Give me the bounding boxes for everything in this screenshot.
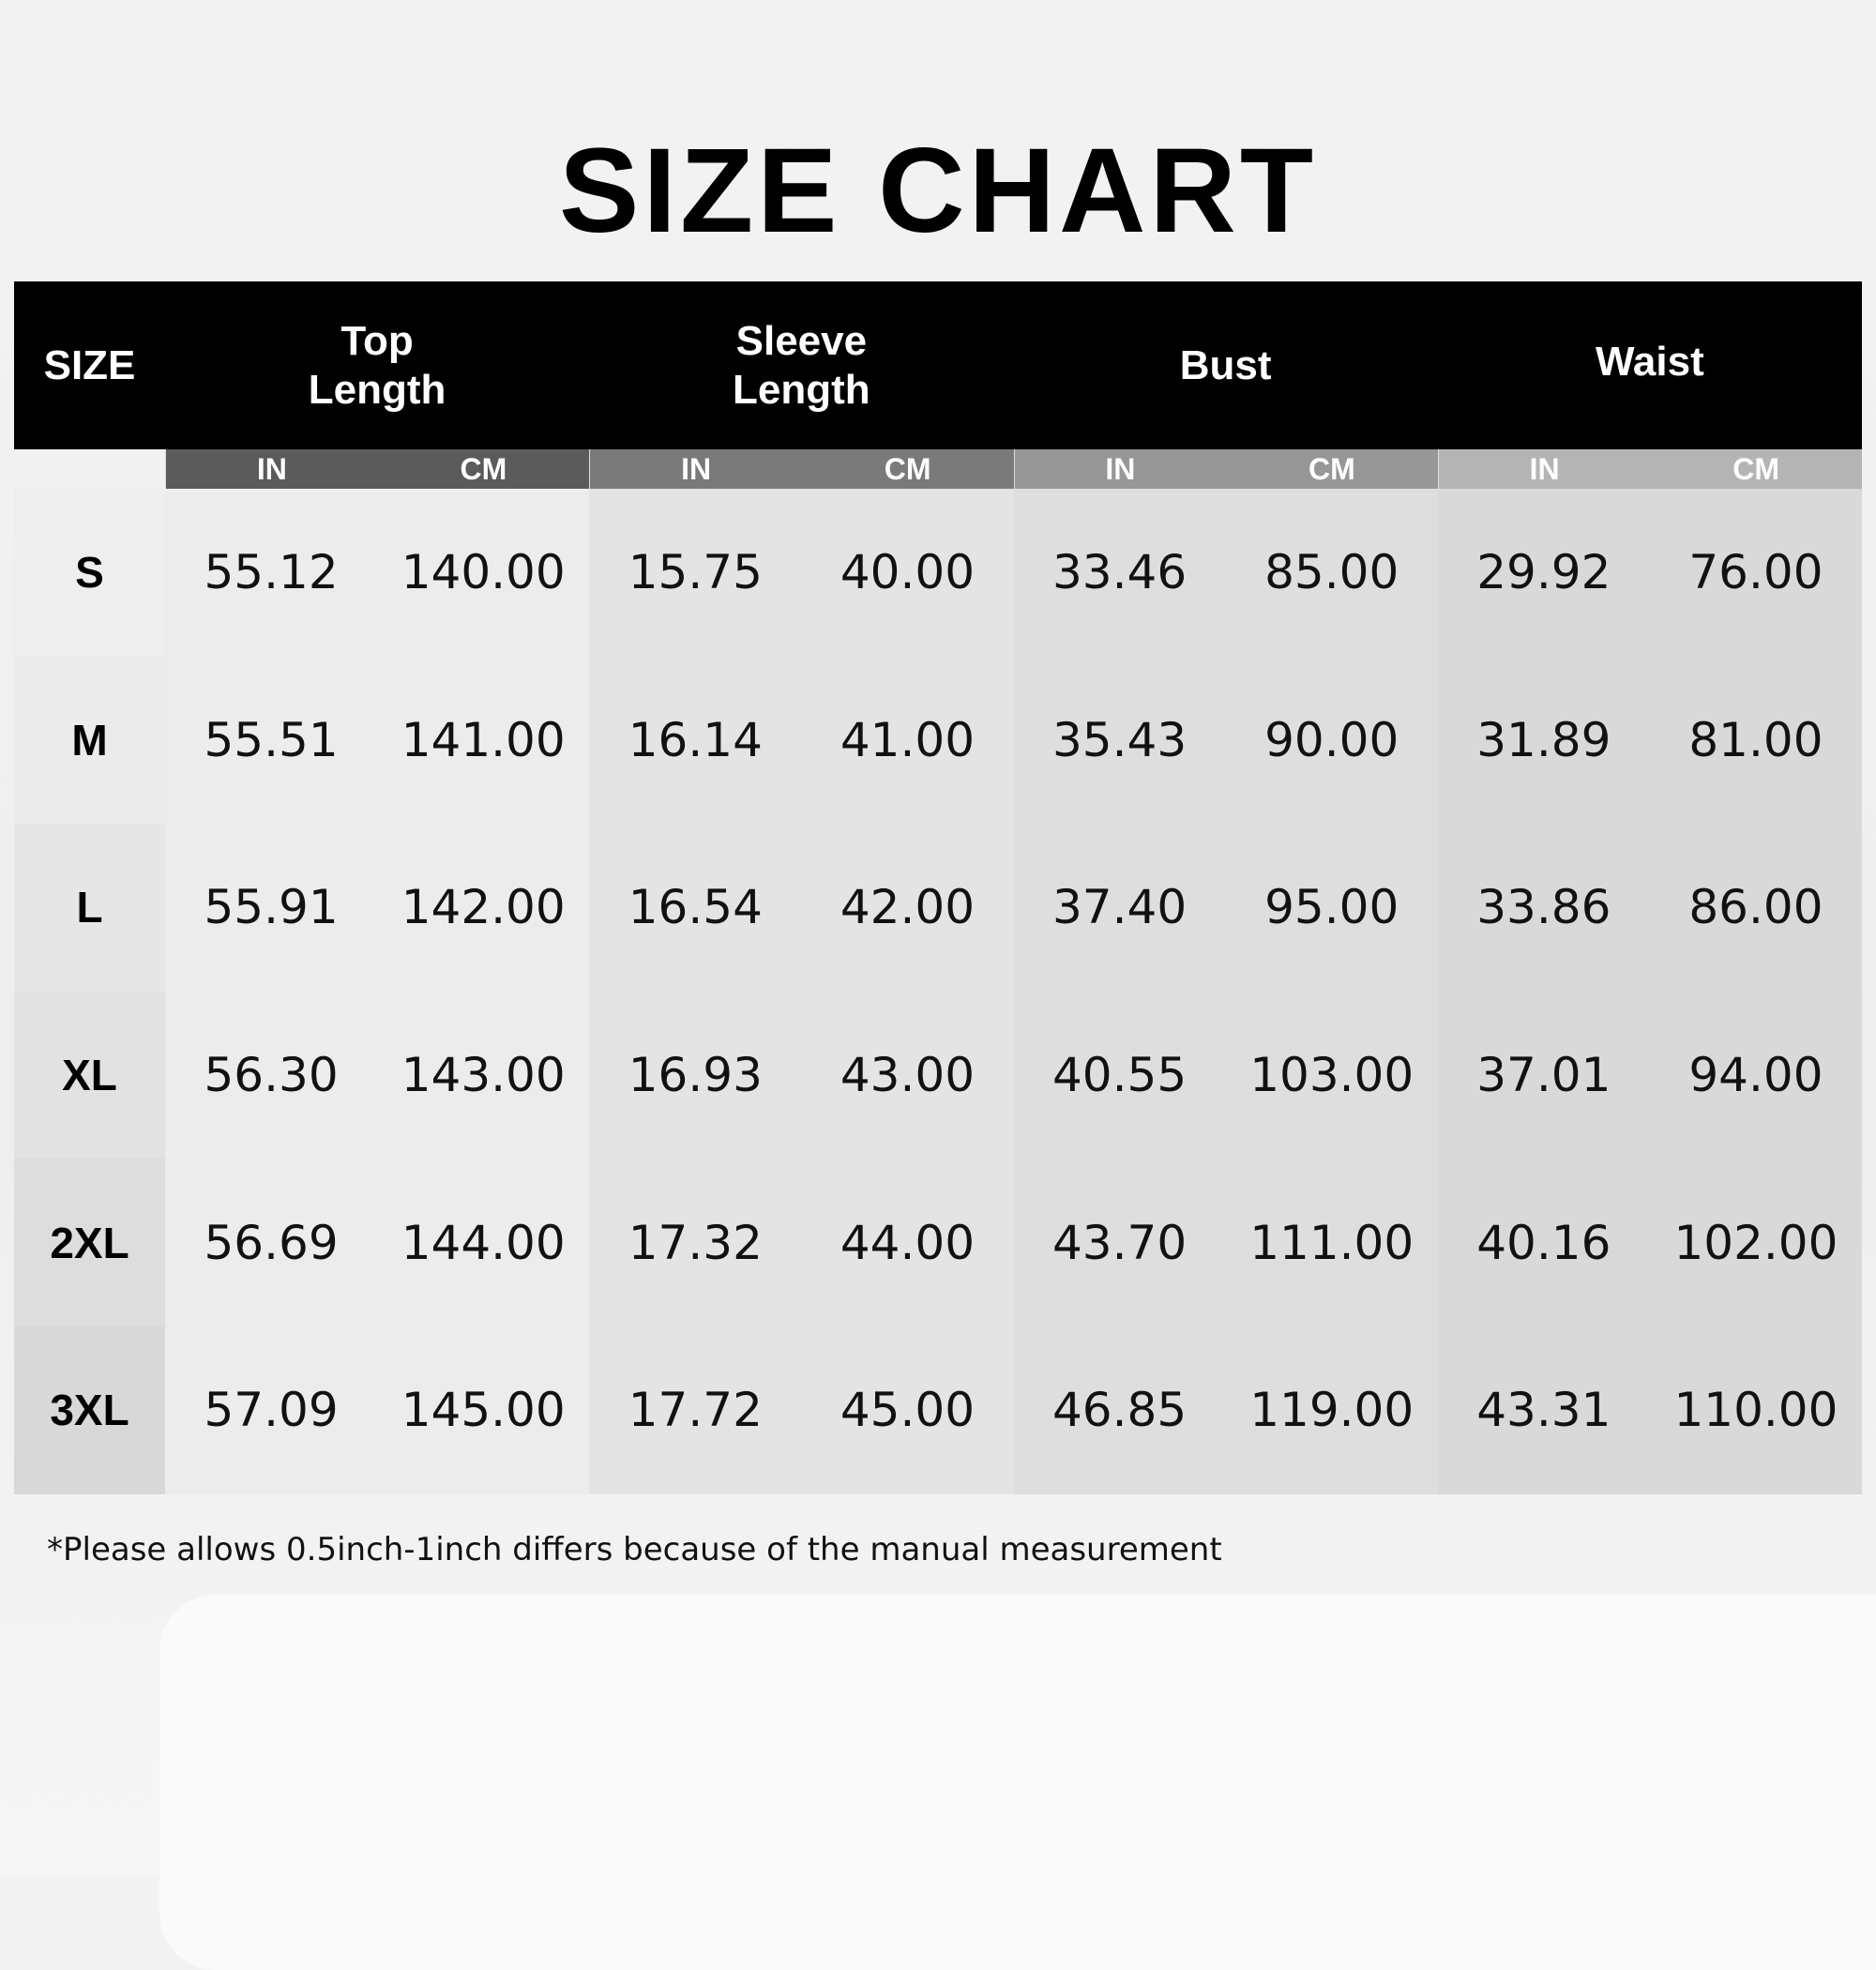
value-cm: 119.00 (1249, 1383, 1415, 1438)
value-in: 33.86 (1476, 880, 1611, 935)
value-cm: 110.00 (1673, 1383, 1838, 1438)
unit-group (589, 449, 1013, 489)
size-label: S (14, 489, 165, 657)
value-in: 17.32 (628, 1215, 763, 1270)
unit-cm: CM (884, 452, 931, 486)
value-in: 40.16 (1476, 1215, 1611, 1270)
value-in: 56.69 (204, 1215, 339, 1270)
value-cm: 40.00 (840, 545, 975, 600)
measurement-note: *Please allows 0.5inch-1inch differs because of the manual measurement (47, 1531, 1222, 1568)
size-label: XL (14, 992, 165, 1159)
table-body (14, 489, 1862, 1494)
value-in: 55.12 (204, 545, 339, 600)
value-in: 40.55 (1051, 1048, 1188, 1103)
value-in: 43.31 (1476, 1383, 1611, 1438)
value-in: 55.51 (204, 712, 339, 767)
measure-group (165, 489, 589, 657)
unit-cm: CM (1309, 452, 1355, 486)
measure-group (165, 992, 589, 1159)
unit-group (1438, 449, 1862, 489)
measure-group (165, 824, 589, 992)
value-in: 16.93 (628, 1048, 763, 1103)
header-waist: Waist (1596, 338, 1704, 385)
subheader-spacer (14, 449, 165, 489)
unit-cm: CM (460, 452, 507, 486)
value-in: 56.30 (204, 1048, 339, 1103)
value-cm: 111.00 (1249, 1215, 1415, 1270)
value-cm: 102.00 (1673, 1215, 1838, 1270)
value-cm: 94.00 (1688, 1048, 1823, 1103)
header-size: SIZE (43, 341, 136, 388)
measure-group (1438, 489, 1862, 657)
measure-group (1438, 657, 1862, 825)
header-top-length: Top Length (308, 317, 446, 413)
value-cm: 45.00 (840, 1383, 975, 1438)
value-in: 29.92 (1476, 545, 1611, 600)
measure-group (1438, 1326, 1862, 1494)
value-in: 46.85 (1051, 1383, 1188, 1438)
value-cm: 95.00 (1264, 880, 1399, 935)
measure-group (165, 657, 589, 825)
value-cm: 43.00 (840, 1048, 975, 1103)
measure-group (589, 1159, 1013, 1326)
value-cm: 143.00 (401, 1048, 566, 1103)
measure-group (165, 1326, 589, 1494)
unit-in: IN (681, 452, 712, 486)
value-in: 16.14 (628, 712, 763, 767)
unit-group (1014, 449, 1438, 489)
measure-group (1438, 992, 1862, 1159)
size-label: 3XL (14, 1326, 165, 1494)
measure-group (589, 824, 1013, 992)
value-in: 15.75 (628, 545, 763, 600)
unit-cm: CM (1732, 452, 1780, 486)
value-in: 37.01 (1476, 1048, 1611, 1103)
value-in: 43.70 (1051, 1215, 1188, 1270)
measure-group (1014, 657, 1438, 825)
table-row (14, 824, 1862, 992)
value-in: 35.43 (1051, 712, 1188, 767)
value-in: 33.46 (1051, 545, 1188, 600)
value-cm: 85.00 (1264, 545, 1399, 600)
table-row (14, 1326, 1862, 1494)
size-label: L (14, 824, 165, 992)
page-title: SIZE CHART (559, 124, 1317, 258)
measure-group (589, 489, 1013, 657)
value-cm: 142.00 (401, 880, 566, 935)
size-label: 2XL (14, 1159, 165, 1326)
background-decor (159, 1595, 1876, 1970)
unit-in: IN (1105, 452, 1136, 486)
unit-subheader (14, 449, 1862, 489)
value-cm: 42.00 (840, 880, 975, 935)
value-cm: 140.00 (401, 545, 566, 600)
measure-group (1438, 824, 1862, 992)
header-bust: Bust (1179, 341, 1272, 388)
value-in: 37.40 (1051, 880, 1188, 935)
table-row (14, 489, 1862, 657)
table-row (14, 1159, 1862, 1326)
measure-group (1014, 824, 1438, 992)
size-label: M (14, 657, 165, 825)
unit-group (165, 449, 589, 489)
measure-group (1014, 1326, 1438, 1494)
measure-group (165, 1159, 589, 1326)
value-cm: 90.00 (1264, 712, 1399, 767)
unit-in: IN (1529, 452, 1560, 486)
measure-group (1014, 1159, 1438, 1326)
value-cm: 41.00 (840, 712, 975, 767)
value-in: 16.54 (628, 880, 763, 935)
unit-in: IN (256, 452, 287, 486)
value-in: 31.89 (1476, 712, 1611, 767)
value-in: 55.91 (204, 880, 339, 935)
table-header (14, 281, 1862, 449)
table-row (14, 992, 1862, 1159)
value-cm: 86.00 (1688, 880, 1823, 935)
value-cm: 145.00 (401, 1383, 566, 1438)
value-in: 17.72 (628, 1383, 763, 1438)
measure-group (1014, 992, 1438, 1159)
value-cm: 81.00 (1688, 712, 1823, 767)
header-sleeve-length: Sleeve Length (733, 317, 870, 413)
measure-group (1438, 1159, 1862, 1326)
value-cm: 141.00 (401, 712, 566, 767)
value-cm: 76.00 (1688, 545, 1823, 600)
measure-group (589, 1326, 1013, 1494)
measure-group (589, 992, 1013, 1159)
value-in: 57.09 (204, 1383, 339, 1438)
value-cm: 103.00 (1249, 1048, 1415, 1103)
size-table (14, 281, 1862, 1494)
table-row (14, 657, 1862, 825)
value-cm: 144.00 (401, 1215, 566, 1270)
measure-group (1014, 489, 1438, 657)
measure-group (589, 657, 1013, 825)
value-cm: 44.00 (840, 1215, 975, 1270)
